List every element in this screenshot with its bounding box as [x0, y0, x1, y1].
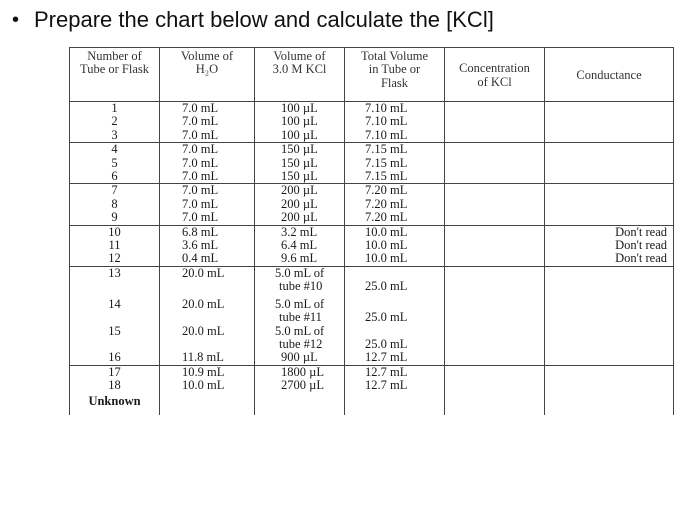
- cell-kcl-line1: 5.0 mL of: [275, 265, 325, 280]
- cell-conductance: [545, 157, 674, 170]
- cell-total: 25.0 mL: [345, 325, 445, 352]
- cell-total: 12.7 mL: [345, 365, 445, 379]
- cell-kcl: 900 µL: [255, 351, 345, 365]
- cell-number: 2: [70, 115, 160, 128]
- cell-total: 7.15 mL: [345, 157, 445, 170]
- cell-h2o: 6.8 mL: [160, 225, 255, 239]
- cell-concentration: [445, 294, 545, 325]
- cell-concentration: [445, 115, 545, 128]
- cell-conductance: [545, 379, 674, 392]
- cell-h2o: 0.4 mL: [160, 252, 255, 266]
- cell-number: 11: [70, 239, 160, 252]
- table-row: [70, 239, 674, 252]
- cell-number: 1: [70, 102, 160, 116]
- table-row: [70, 211, 674, 225]
- cell-total: 10.0 mL: [345, 252, 445, 266]
- cell-h2o: 20.0 mL: [160, 266, 255, 293]
- heading-text: Prepare the chart below and calculate the [KCl]: [34, 7, 494, 32]
- cell-kcl: 6.4 mL: [255, 239, 345, 252]
- cell-h2o: 20.0 mL: [160, 294, 255, 325]
- cell-number: 5: [70, 157, 160, 170]
- header-total-line1: Total Volume: [360, 49, 429, 63]
- cell-conductance: [545, 115, 674, 128]
- header-conc-line2: of KCl: [477, 74, 512, 89]
- cell-h2o: 7.0 mL: [160, 211, 255, 225]
- cell-h2o: 7.0 mL: [160, 102, 255, 116]
- cell-concentration: [445, 351, 545, 365]
- cell-h2o: 10.0 mL: [160, 379, 255, 392]
- cell-total: 7.20 mL: [345, 198, 445, 211]
- cell-h2o: 7.0 mL: [160, 157, 255, 170]
- header-number: [70, 48, 160, 102]
- cell-h2o: 11.8 mL: [160, 351, 255, 365]
- cell-kcl: [255, 294, 345, 325]
- cell-concentration: [445, 198, 545, 211]
- table-row: [70, 184, 674, 198]
- header-kcl-line1: Volume of: [273, 49, 326, 63]
- cell-kcl: 100 µL: [255, 129, 345, 143]
- cell-concentration: [445, 225, 545, 239]
- cell-number: 13: [70, 266, 160, 293]
- cell-kcl: 200 µL: [255, 198, 345, 211]
- cell-number: 10: [70, 225, 160, 239]
- cell-concentration: [445, 170, 545, 184]
- cell-kcl: 100 µL: [255, 102, 345, 116]
- cell-h2o: 7.0 mL: [160, 115, 255, 128]
- cell-conductance: [545, 102, 674, 116]
- cell-conductance: [545, 393, 674, 415]
- table-row: [70, 143, 674, 157]
- cell-total: 7.15 mL: [345, 170, 445, 184]
- cell-conductance: [545, 351, 674, 365]
- cell-h2o: 20.0 mL: [160, 325, 255, 352]
- header-conductance: [545, 48, 674, 102]
- cell-conductance: [545, 294, 674, 325]
- header-number-line2: Tube or Flask: [80, 62, 149, 77]
- cell-number: 6: [70, 170, 160, 184]
- cell-concentration: [445, 211, 545, 225]
- cell-kcl: [255, 393, 345, 415]
- cell-h2o: 3.6 mL: [160, 239, 255, 252]
- cell-h2o: 10.9 mL: [160, 365, 255, 379]
- cell-h2o: 7.0 mL: [160, 143, 255, 157]
- cell-number: 12: [70, 252, 160, 266]
- bullet-glyph: •: [12, 8, 20, 31]
- table-row: [70, 198, 674, 211]
- cell-concentration: [445, 379, 545, 392]
- header-total-line3: Flask: [380, 75, 409, 90]
- page-heading: [12, 4, 494, 36]
- cell-kcl-line1: 5.0 mL of: [275, 323, 325, 338]
- cell-conductance: [545, 170, 674, 184]
- cell-kcl-line1: 5.0 mL of: [275, 296, 325, 311]
- cell-total: 7.10 mL: [345, 102, 445, 116]
- cell-total: 7.20 mL: [345, 184, 445, 198]
- table-row: [70, 170, 674, 184]
- cell-conductance: [545, 184, 674, 198]
- table-row: [70, 225, 674, 239]
- header-h2o-line2: H₂O: [195, 62, 219, 77]
- cell-conductance: [545, 211, 674, 225]
- cell-concentration: [445, 239, 545, 252]
- cell-conductance: [545, 365, 674, 379]
- cell-conductance: Don't read: [545, 225, 674, 239]
- cell-kcl: 1800 µL: [255, 365, 345, 379]
- header-conc-line1: Concentration: [459, 61, 530, 76]
- cell-number: 8: [70, 198, 160, 211]
- table-row: [70, 252, 674, 266]
- cell-concentration: [445, 365, 545, 379]
- table-row-unknown: [70, 393, 674, 415]
- cell-concentration: [445, 184, 545, 198]
- table-row: [70, 266, 674, 293]
- cell-kcl: 100 µL: [255, 115, 345, 128]
- cell-kcl: [255, 325, 345, 352]
- cell-kcl: 9.6 mL: [255, 252, 345, 266]
- cell-kcl: 150 µL: [255, 143, 345, 157]
- table-row: [70, 294, 674, 325]
- header-kcl-volume: [255, 48, 345, 102]
- kcl-dilution-table: [69, 47, 674, 415]
- cell-conductance: [545, 129, 674, 143]
- cell-concentration: [445, 393, 545, 415]
- table-row: [70, 379, 674, 392]
- cell-kcl: 150 µL: [255, 170, 345, 184]
- cell-number: 18: [70, 379, 160, 392]
- cell-kcl-line2: tube #12: [279, 336, 323, 351]
- cell-total: 25.0 mL: [345, 294, 445, 325]
- header-concentration: [445, 48, 545, 102]
- table-row: [70, 325, 674, 352]
- cell-concentration: [445, 325, 545, 352]
- cell-total: 25.0 mL: [345, 266, 445, 293]
- cell-h2o: 7.0 mL: [160, 184, 255, 198]
- cell-concentration: [445, 266, 545, 293]
- table-row: [70, 157, 674, 170]
- cell-concentration: [445, 129, 545, 143]
- table-row: [70, 351, 674, 365]
- cell-h2o: [160, 393, 255, 415]
- cell-kcl: [255, 266, 345, 293]
- header-h2o-line1: Volume of: [180, 49, 234, 63]
- cell-conductance: Don't read: [545, 252, 674, 266]
- table-row: [70, 129, 674, 143]
- cell-conductance: Don't read: [545, 239, 674, 252]
- cell-kcl: 2700 µL: [255, 379, 345, 392]
- cell-total: 7.15 mL: [345, 143, 445, 157]
- cell-h2o: 7.0 mL: [160, 198, 255, 211]
- cell-concentration: [445, 143, 545, 157]
- header-h2o: [160, 48, 255, 102]
- table-row: [70, 102, 674, 116]
- cell-kcl: 150 µL: [255, 157, 345, 170]
- header-number-line1: Number of: [87, 49, 142, 63]
- cell-number: 16: [70, 351, 160, 365]
- cell-number: 14: [70, 294, 160, 325]
- cell-concentration: [445, 157, 545, 170]
- cell-total: 12.7 mL: [345, 351, 445, 365]
- cell-kcl: 200 µL: [255, 211, 345, 225]
- header-cond-line1: Conductance: [576, 67, 642, 82]
- cell-total: [345, 393, 445, 415]
- cell-total: 7.10 mL: [345, 115, 445, 128]
- cell-kcl: 200 µL: [255, 184, 345, 198]
- cell-concentration: [445, 252, 545, 266]
- cell-conductance: [545, 325, 674, 352]
- cell-h2o: 7.0 mL: [160, 170, 255, 184]
- cell-conductance: [545, 198, 674, 211]
- header-total-line2: in Tube or: [368, 62, 421, 77]
- cell-h2o: 7.0 mL: [160, 129, 255, 143]
- cell-total: 12.7 mL: [345, 379, 445, 392]
- cell-concentration: [445, 102, 545, 116]
- header-total-volume: [345, 48, 445, 102]
- cell-number: 15: [70, 325, 160, 352]
- cell-conductance: [545, 266, 674, 293]
- cell-number: 17: [70, 365, 160, 379]
- table-row: [70, 365, 674, 379]
- table-row: [70, 115, 674, 128]
- cell-number: 9: [70, 211, 160, 225]
- cell-total: 10.0 mL: [345, 225, 445, 239]
- cell-kcl-line2: tube #10: [279, 279, 323, 294]
- cell-kcl-line2: tube #11: [279, 310, 322, 325]
- cell-total: 7.20 mL: [345, 211, 445, 225]
- cell-number: 4: [70, 143, 160, 157]
- cell-total: 10.0 mL: [345, 239, 445, 252]
- cell-number: 7: [70, 184, 160, 198]
- cell-conductance: [545, 143, 674, 157]
- header-kcl-line2: 3.0 M KCl: [272, 62, 327, 77]
- cell-unknown-label: Unknown: [70, 393, 160, 415]
- cell-kcl: 3.2 mL: [255, 225, 345, 239]
- cell-total: 7.10 mL: [345, 129, 445, 143]
- cell-number: 3: [70, 129, 160, 143]
